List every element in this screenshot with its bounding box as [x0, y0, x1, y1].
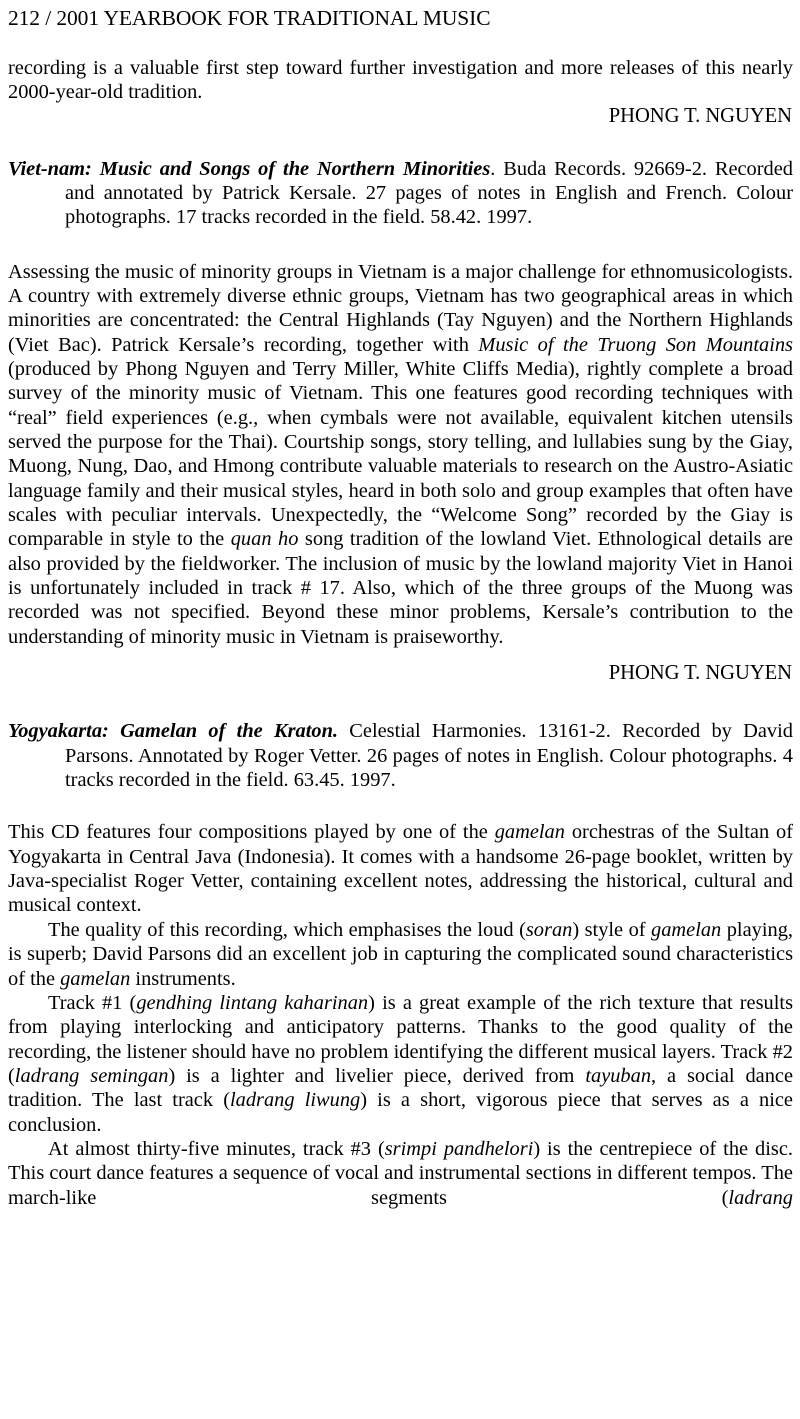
italic-term-gamelan: gamelan: [60, 967, 131, 990]
paragraph-text-a: Track #1 (: [48, 991, 137, 1014]
italic-term-soran: soran: [525, 918, 573, 941]
italic-track-ladrang: ladrang: [728, 1186, 793, 1209]
paragraph-text-a: This CD features four compositions played by one of the: [8, 821, 495, 844]
review-two-signature: PHONG T. NGUYEN: [608, 662, 792, 685]
paragraph-text-d: , a social dance tradition. The last track (: [8, 1064, 793, 1112]
spacer: [8, 30, 793, 56]
italic-track-srimpi-pandhelori: srimpi pandhelori: [384, 1137, 534, 1160]
paragraph-text-d: instruments.: [130, 967, 236, 990]
review-three-paragraph-4: [8, 1137, 793, 1234]
italic-track-gendhing-lintang-kaharinan: gendhing lintang kaharinan: [136, 991, 369, 1014]
paragraph-text-b: ) is a great example of the rich texture that results from playing interlocking and anticipatory patterns. Thanks to the good quality of the recording, the listener should have no problem identifying the different musical layers. Track #2 (: [8, 991, 794, 1087]
citation-viet-nam: [8, 157, 793, 230]
spacer: [8, 792, 793, 820]
italic-term-gamelan: gamelan: [651, 918, 722, 941]
review-three-paragraph-3: [8, 991, 793, 1137]
italic-term-tayuban: tayuban: [585, 1064, 652, 1087]
paragraph-text-b: ) is the centrepiece of the disc. This court dance features a sequence of vocal and instrumental sections in different tempos. The march-like segments (: [8, 1137, 793, 1209]
spacer: [8, 129, 793, 157]
italic-track-ladrang-semingan: ladrang semingan: [14, 1064, 169, 1087]
spacer: [8, 649, 793, 661]
spacer: [8, 230, 793, 260]
review-two-paragraph: [8, 260, 793, 650]
review-three-paragraph-1: [8, 820, 793, 917]
citation-yogyakarta: [8, 719, 793, 792]
italic-title-truong-son: Music of the Truong Son Mountains: [478, 333, 793, 356]
paragraph-text-b: (produced by Phong Nguyen and Terry Miller, White Cliffs Media), rightly complete a broad survey of the minority music of Vietnam. This one features good recording techniques with “real” field experiences (e.g., when cymbals were not available, equivalent kitchen utensils served the purpose for the Thai). Courtship songs, story telling, and lullabies sung by the Giay, Muong, Nung, Dao, and Hmong contribute valuable materials to research on the Austro-Asiatic language family and their musical styles, heard in both solo and group examples that often have scales with peculiar intervals. Unexpectedly, the “Welcome Song” recorded by the Giay is comparable in style to the: [8, 357, 793, 551]
citation-details: Celestial Harmonies. 13161-2. Recorded by David Parsons. Annotated by Roger Vetter. 26 pages of notes in English. Colour photographs. 4 tracks recorded in the field. 63.45. 1997.: [65, 720, 793, 792]
citation-details: . Buda Records. 92669-2. Recorded and annotated by Patrick Kersale. 27 pages of notes in English and French. Colour photographs. 17 tracks recorded in the field. 58.42. 1997.: [65, 157, 793, 229]
paragraph-text-c: playing, is superb; David Parsons did an excellent job in capturing the complicated sound characteristics of the: [8, 918, 793, 990]
citation-title: Yogyakarta: Gamelan of the Kraton.: [8, 720, 339, 743]
paragraph-text-c: ) is a lighter and livelier piece, derived from: [168, 1064, 586, 1087]
review-one-signature: PHONG T. NGUYEN: [608, 105, 792, 128]
paragraph-text-b: orchestras of the Sultan of Yogyakarta in Central Java (Indonesia). It comes with a handsome 26-page booklet, written by Java-specialist Roger Vetter, containing excellent notes, addressing the historical, cultural and musical context.: [8, 821, 794, 917]
paragraph-text-a: Assessing the music of minority groups in Vietnam is a major challenge for ethnomusicologists. A country with extremely diverse ethnic groups, Vietnam has two geographical areas in which minorities are concentrated: the Central Highlands (Tay Nguyen) and the Northern Highlands (Viet Bac). Patrick Kersale’s recording, together with: [8, 260, 793, 356]
paragraph-text-e: ) is a short, vigorous piece that serves as a nice conclusion.: [8, 1089, 793, 1136]
paragraph-text-c: song tradition of the lowland Viet. Ethnological details are also provided by the fieldworker. The inclusion of music by the lowland majority Viet in Hanoi is unfortunately included in track # 17. Also, which of the three groups of the Muong was recorded was not specified. Beyond these minor problems, Kersale’s contribution to the understanding of minority music in Vietnam is praiseworthy.: [8, 528, 793, 648]
review-three-paragraph-2: [8, 918, 793, 991]
italic-term-quan-ho: quan ho: [230, 528, 299, 551]
paragraph-text-a: The quality of this recording, which emphasises the loud (: [48, 918, 526, 941]
italic-term-gamelan: gamelan: [494, 821, 565, 844]
paragraph-text-b: ) style of: [572, 918, 652, 941]
italic-track-ladrang-liwung: ladrang liwung: [229, 1089, 361, 1112]
review-one-tail-paragraph: recording is a valuable first step toward further investigation and more releases of this nearly 2000-year-old tradition.: [8, 56, 793, 103]
paragraph-text-a: At almost thirty-five minutes, track #3 (: [48, 1137, 385, 1160]
citation-title: Viet-nam: Music and Songs of the Northern Minorities: [8, 157, 491, 180]
running-head: 212 / 2001 YEARBOOK FOR TRADITIONAL MUSIC: [8, 6, 491, 30]
spacer: [8, 685, 793, 719]
